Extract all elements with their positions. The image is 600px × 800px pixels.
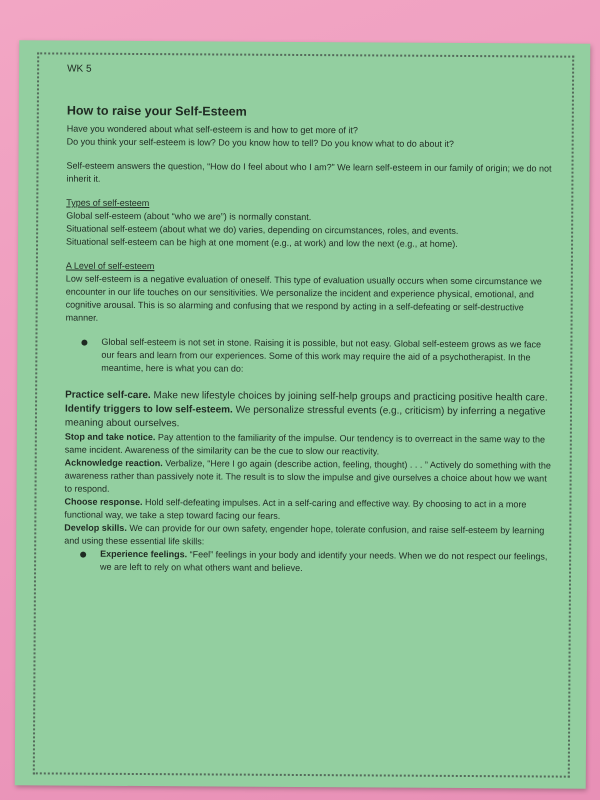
bullet-item: [81, 336, 555, 378]
intro-line: Have you wondered about what self-esteem is and how to get more of it?: [66, 123, 358, 136]
page-content: [64, 63, 557, 577]
bullet-body: “Feel” feelings in your body and identify your needs. When we do not respect our feelings, we are left to rely on what others want and believe.: [100, 549, 548, 574]
week-label: WK 5: [67, 63, 92, 75]
bullet-item: [80, 548, 554, 577]
types-line: Global self-esteem (about “who we are”) is normally constant.: [66, 210, 312, 223]
step-text: Verbalize, “Here I go again (describe action, feeling, thought) . . . ” Actively do something with the awareness rather than passively note it. The result is to slow the impulse and give ourselves a choice about how we want to respond.: [64, 458, 551, 494]
bullet-text: [100, 548, 554, 577]
level-heading: A Level of self-esteem: [65, 260, 155, 272]
step-text: We can provide for our own safety, engender hope, tolerate confusion, and raise self-esteem by learning and using these essential life skills:: [64, 522, 545, 547]
intro-line: Do you think your self-esteem is low? Do you know how to tell? Do you know what to do about it?: [66, 136, 454, 149]
page-title: How to raise your Self-Esteem: [66, 103, 247, 119]
step-stop-and-notice: [65, 431, 555, 460]
level-paragraph: Low self-esteem is a negative evaluation of oneself. This type of evaluation usually occurs when some circumstance we encounter in our life touches on our sensitivities. We personalize the incident and experience physical, emotional, and cognitive arousal. This is so alarming and confusing that we respond by acting in a self-defeating or self-destructive manner.: [65, 273, 542, 323]
step-title: Develop skills.: [64, 522, 127, 533]
types-line: Situational self-esteem (about what we do) varies, depending on circumstances, roles, and events.: [66, 223, 459, 236]
step-text: Hold self-defeating impulses. Act in a self-caring and effective way. By choosing to act in a more functional way, we take a step toward facing our fears.: [64, 497, 527, 521]
bullet-text: Global self-esteem is not set in stone. Raising it is possible, but not easy. Global self-esteem grows as we face our fears and learn from our experiences. Some of this work may require the aid of a psychotherapist. In the meantime, here is what you can do:: [101, 336, 542, 374]
step-title: Choose response.: [64, 496, 143, 508]
step-title: Stop and take notice.: [64, 431, 156, 443]
definition-paragraph: Self-esteem answers the question, “How do I feel about who I am?” We learn self-esteem in our family of origin; we do not inherit it.: [66, 160, 552, 184]
step-text: Pay attention to the familiarity of the impulse. Our tendency is to overreact in the same way to the same incident. Awareness of the similarity can be the cue to slow our reactivity.: [64, 432, 546, 457]
bullet-title: Experience feelings.: [100, 548, 188, 560]
types-heading: Types of self-esteem: [66, 197, 150, 209]
types-line: Situational self-esteem can be high at one moment (e.g., at work) and low the next (e.g., at home).: [66, 236, 458, 249]
bullet-icon: [81, 340, 87, 346]
step-acknowledge-reaction: [65, 457, 555, 499]
step-identify-triggers: [65, 403, 555, 434]
step-text: Make new lifestyle choices by joining self-help groups and practicing positive health care.: [150, 390, 548, 404]
bullet-icon: [80, 552, 86, 558]
step-title: Identify triggers to low self-esteem.: [64, 403, 233, 416]
step-title: Practice self-care.: [65, 389, 151, 402]
step-develop-skills: [64, 522, 554, 551]
step-choose-response: [64, 496, 554, 525]
step-text: We personalize stressful events (e.g., criticism) by inferring a negative meaning about ourselves.: [64, 404, 546, 430]
worksheet-page: [15, 40, 591, 788]
step-title: Acknowledge reaction.: [64, 457, 163, 469]
